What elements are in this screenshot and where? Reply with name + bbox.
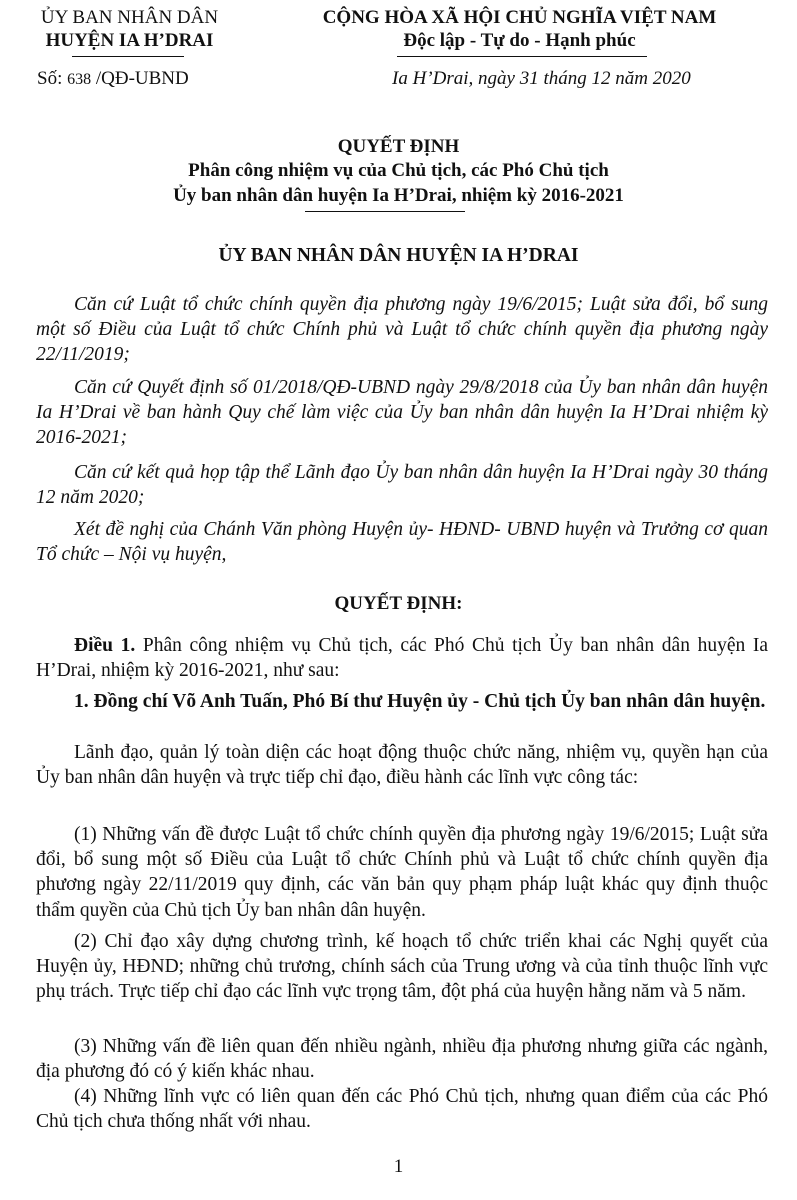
decision-heading: QUYẾT ĐỊNH:	[334, 593, 463, 614]
section-1-item-3: (3) Những vấn đề liên quan đến nhiều ngành, nhiều địa phương nhưng giữa các ngành, địa phương đó có ý kiến khác nhau.	[36, 1036, 768, 1083]
section-1-heading: 1. Đồng chí Võ Anh Tuấn, Phó Bí thư Huyện ủy - Chủ tịch Ủy ban nhân dân huyện.	[74, 691, 766, 712]
article-1-text: Phân công nhiệm vụ Chủ tịch, các Phó Chủ tịch Ủy ban nhân dân huyện Ia H’Drai, nhiệm kỳ 2016-2021, như sau:	[36, 635, 768, 682]
doc-number-suffix: /QĐ-UBND	[95, 68, 189, 89]
motto-underline	[397, 56, 647, 57]
section-1-item-4: (4) Những lĩnh vực có liên quan đến các Phó Chủ tịch, nhưng quan điểm của các Phó Chủ tịch chưa thống nhất với nhau.	[36, 1086, 768, 1133]
legal-basis-2: Căn cứ Quyết định số 01/2018/QĐ-UBND ngày 29/8/2018 của Ủy ban nhân dân huyện Ia H’Drai về ban hành Quy chế làm việc của Ủy ban nhân dân huyện Ia H’Drai nhiệm kỳ 2016-2021;	[36, 377, 768, 449]
issuing-agency	[22, 6, 237, 52]
document-number	[37, 67, 189, 91]
page-number: 1	[393, 1156, 404, 1177]
section-1-paragraph: Lãnh đạo, quản lý toàn diện các hoạt động thuộc chức năng, nhiệm vụ, quyền hạn của Ủy ban nhân dân huyện và trực tiếp chỉ đạo, điều hành các lĩnh vực công tác:	[36, 742, 768, 789]
doc-number-prefix: Số:	[37, 68, 63, 89]
national-motto	[262, 6, 777, 52]
subject-line-1: Phân công nhiệm vụ của Chủ tịch, các Phó Chủ tịch	[188, 160, 609, 181]
doc-number-value: 638	[67, 71, 92, 88]
article-1	[36, 633, 768, 683]
place-date: Ia H’Drai, ngày 31 tháng 12 năm 2020	[392, 68, 691, 89]
document-type: QUYẾT ĐỊNH	[337, 136, 460, 157]
legal-basis-4: Xét đề nghị của Chánh Văn phòng Huyện ủy- HĐND- UBND huyện và Trưởng cơ quan Tổ chức – Nội vụ huyện,	[36, 519, 768, 566]
agency-line-1: ỦY BAN NHÂN DÂN	[40, 7, 219, 28]
nation-line-2: Độc lập - Tự do - Hạnh phúc	[403, 30, 636, 51]
section-1-item-2: (2) Chỉ đạo xây dựng chương trình, kế hoạch tổ chức triển khai các Nghị quyết của Huyện ủy, HĐND; những chủ trương, chính sách của Trung ương và của tỉnh thuộc lĩnh vực phụ trách. Trực tiếp chỉ đạo các lĩnh vực trọng tâm, đột phá của huyện hằng năm và 5 năm.	[36, 931, 768, 1003]
agency-line-2: HUYỆN IA H’DRAI	[45, 30, 214, 51]
issuing-authority: ỦY BAN NHÂN DÂN HUYỆN IA H’DRAI	[218, 245, 579, 266]
nation-line-1: CỘNG HÒA XÃ HỘI CHỦ NGHĨA VIỆT NAM	[322, 7, 717, 28]
article-1-label: Điều 1.	[74, 635, 136, 656]
agency-underline	[72, 56, 184, 57]
subject-line-2: Ủy ban nhân dân huyện Ia H’Drai, nhiệm kỳ 2016-2021	[173, 185, 624, 206]
legal-basis-1: Căn cứ Luật tổ chức chính quyền địa phương ngày 19/6/2015; Luật sửa đổi, bổ sung một số Điều của Luật tổ chức Chính phủ và Luật tổ chức chính quyền địa phương ngày 22/11/2019;	[36, 294, 768, 366]
legal-basis-3: Căn cứ kết quả họp tập thể Lãnh đạo Ủy ban nhân dân huyện Ia H’Drai ngày 30 tháng 12 năm 2020;	[36, 462, 768, 509]
title-underline	[305, 211, 465, 212]
section-1-item-1: (1) Những vấn đề được Luật tổ chức chính quyền địa phương ngày 19/6/2015; Luật sửa đổi, bổ sung một số Điều của Luật tổ chức Chính phủ và Luật tổ chức chính quyền địa phương ngày 22/11/2019 quy định, các văn bản quy phạm pháp luật khác quy định thuộc thẩm quyền của Chủ tịch Ủy ban nhân dân huyện.	[36, 824, 768, 921]
